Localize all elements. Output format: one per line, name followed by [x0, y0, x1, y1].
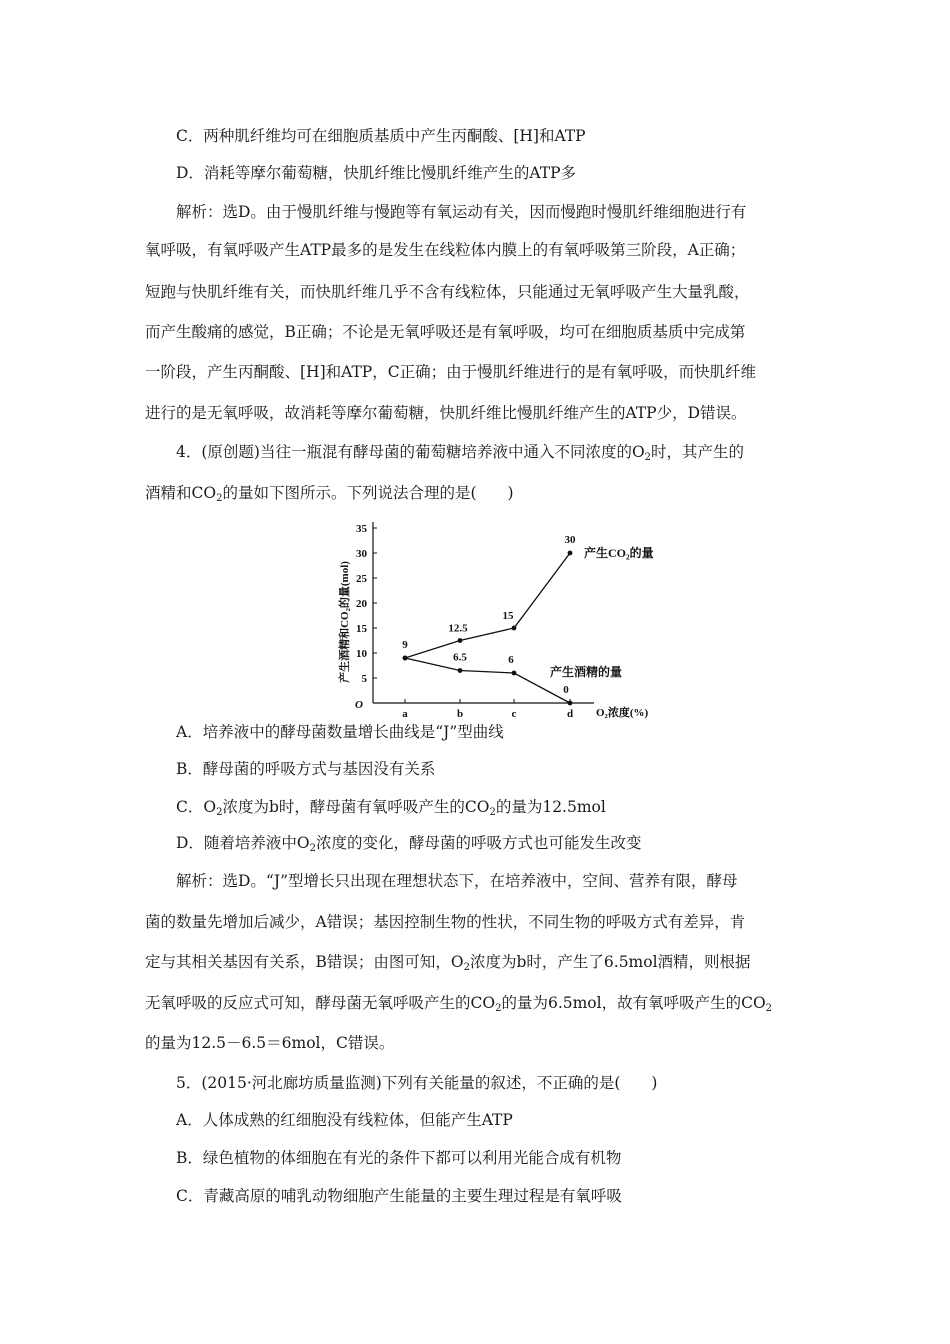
chart-y-tick-label: 10 — [356, 648, 367, 660]
chart-y-tick-label: 5 — [361, 673, 367, 685]
q3-analysis-line: 解析：选D。由于慢肌纤维与慢跑等有氧运动有关，因而慢跑时慢肌纤维细胞进行有 — [176, 203, 747, 221]
chart-y-tick-label: 30 — [356, 548, 367, 560]
chart-data-point — [568, 551, 573, 556]
q3-analysis-line: 一阶段，产生丙酮酸、[H]和ATP，C正确；由于慢肌纤维进行的是有氧呼吸，而快肌纤维 — [145, 363, 757, 381]
chart-ticks — [356, 523, 573, 720]
chart-data-point — [512, 671, 517, 676]
chart-y-axis-title: 产生酒精和CO₂的量(mol) — [339, 561, 351, 683]
chart-data-label: 6.5 — [453, 651, 467, 664]
q4-stem-line2: 酒精和$CO_2$的量如下图所示。下列说法合理的是( ) — [145, 484, 514, 504]
q3-analysis-line: 短跑与快肌纤维有关，而快肌纤维几乎不含有线粒体，只能通过无氧呼吸产生大量乳酸， — [145, 283, 750, 301]
q3-analysis-line: 而产生酸痛的感觉，B正确；不论是无氧呼吸还是有氧呼吸，均可在细胞质基质中完成第 — [145, 323, 746, 341]
chart-legend-co2: 产生CO₂的量 — [584, 546, 654, 560]
chart-y-tick-label: 15 — [356, 623, 367, 635]
q4-analysis-line: 定与其相关基因有关系，B错误；由图可知，$O_2$浓度为b时，产生了6.5mol酒精，则根据 — [145, 953, 751, 973]
q3-option-c: C．两种肌纤维均可在细胞质基质中产生丙酮酸、[H]和ATP — [176, 127, 586, 145]
chart-data-label: 30 — [564, 534, 576, 546]
chart-series-line — [405, 658, 570, 703]
q4-analysis-line: 的量为12.5－6.5＝6mol，C错误。 — [145, 1034, 395, 1052]
chart-data-label: 15 — [502, 610, 514, 622]
q4-analysis-line: 解析：选D。“J”型增长只出现在理想状态下，在培养液中，空间、营养有限，酵母 — [176, 872, 738, 890]
chart-y-tick-label: 35 — [356, 523, 367, 535]
q5-option-c: C．青藏高原的哺乳动物细胞产生能量的主要生理过程是有氧呼吸 — [176, 1187, 622, 1205]
chart-series — [402, 534, 653, 705]
chart-x-tick-label: b — [456, 708, 464, 720]
q4-stem-line1: 4．(原创题)当往一瓶混有酵母菌的葡萄糖培养液中通入不同浓度的$O_2$时，其产生的 — [176, 443, 745, 463]
chart-data-point — [568, 701, 573, 706]
chart-x-axis-title: O₂浓度(%) — [596, 707, 649, 719]
q4-analysis-line: 菌的数量先增加后减少，A错误；基因控制生物的性状，不同生物的呼吸方式有差异，肯 — [145, 913, 746, 931]
q3-option-d: D．消耗等摩尔葡萄糖，快肌纤维比慢肌纤维产生的ATP多 — [176, 164, 577, 182]
chart-origin-label: O — [355, 699, 363, 711]
q3-analysis-line: 氧呼吸，有氧呼吸产生ATP最多的是发生在线粒体内膜上的有氧呼吸第三阶段，A正确； — [145, 241, 746, 259]
chart-series-line — [405, 553, 570, 658]
chart-x-tick-label: c — [511, 708, 517, 720]
chart-data-point — [403, 656, 408, 661]
q4-option-b: B．酵母菌的呼吸方式与基因没有关系 — [176, 760, 436, 778]
chart-legend-alcohol: 产生酒精的量 — [550, 665, 623, 679]
q3-analysis-line: 进行的是无氧呼吸，故消耗等摩尔葡萄糖，快肌纤维比慢肌纤维产生的ATP少，D错误。 — [145, 404, 747, 422]
chart-x-tick-label: a — [402, 708, 408, 720]
chart-data-point — [458, 668, 463, 673]
q5-stem: 5．(2015·河北廊坊质量监测)下列有关能量的叙述，不正确的是( ) — [176, 1074, 658, 1092]
q4-option-c: C．$O_2$浓度为b时，酵母菌有氧呼吸产生的$CO_2$的量为12.5mol — [176, 798, 606, 818]
chart-data-label: 0 — [563, 684, 569, 696]
chart-data-label: 9 — [402, 639, 408, 651]
q5-option-b: B．绿色植物的体细胞在有光的条件下都可以利用光能合成有机物 — [176, 1149, 622, 1167]
chart-data-point — [512, 626, 517, 631]
q5-option-a: A．人体成熟的红细胞没有线粒体，但能产生ATP — [176, 1111, 513, 1129]
chart-y-tick-label: 25 — [356, 573, 367, 585]
q4-option-a: A．培养液中的酵母菌数量增长曲线是“J”型曲线 — [176, 723, 504, 741]
chart-data-label: 12.5 — [448, 622, 468, 635]
yeast-respiration-chart — [328, 520, 658, 725]
q4-analysis-line: 无氧呼吸的反应式可知，酵母菌无氧呼吸产生的$CO_2$的量为6.5mol，故有氧呼吸产生的$CO_2$ — [145, 994, 773, 1014]
chart-x-tick-label: d — [566, 708, 574, 720]
chart-data-point — [458, 638, 463, 643]
q4-option-d: D．随着培养液中$O_2$浓度的变化，酵母菌的呼吸方式也可能发生改变 — [176, 834, 642, 854]
chart-data-label: 6 — [508, 654, 514, 666]
chart-y-tick-label: 20 — [356, 598, 367, 610]
